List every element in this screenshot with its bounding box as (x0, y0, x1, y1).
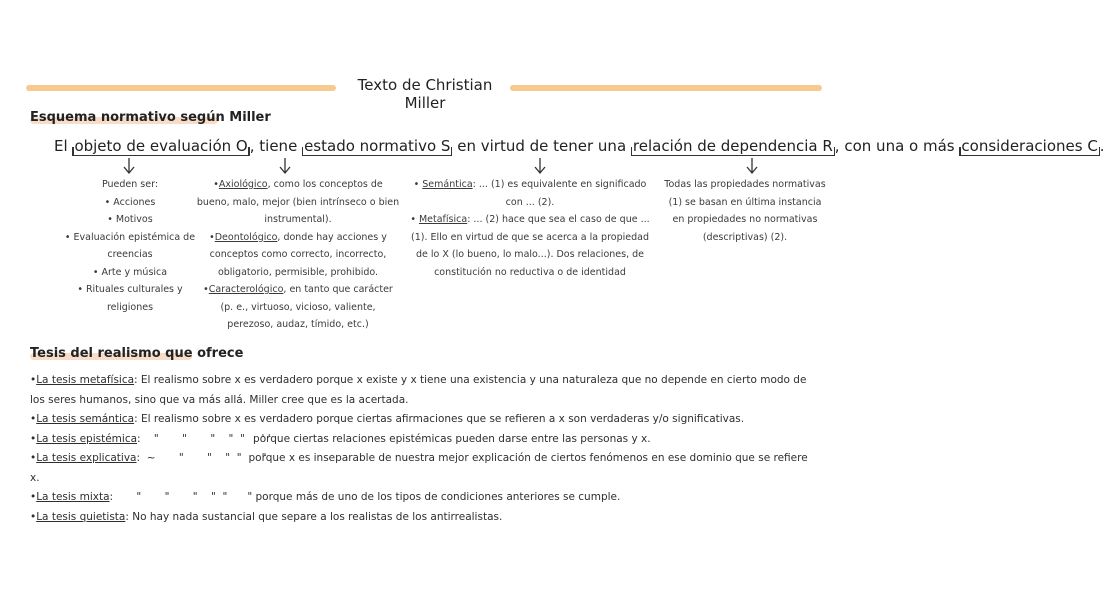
list-item: •Caracterológico, en tanto que carácter (p. e., virtuoso, vicioso, valiente, perezoso, audaz, tímido, etc.) (203, 284, 393, 330)
bracket-relacion: relación de dependencia R (632, 137, 833, 155)
section-heading-tesis: Tesis del realismo que ofrece (30, 346, 244, 361)
list-item: • Rituales culturales y religiones (77, 284, 183, 313)
list-item: • Arte y música (92, 266, 168, 278)
list-item: • Semántica: ... (1) es equivalente en significado con ... (2). (413, 179, 647, 208)
arrow-down-icon (279, 158, 291, 174)
title-underline-right (510, 85, 822, 91)
list-item: •La tesis quietista: No hay nada sustancial que separe a los realistas de los antirrealistas. (30, 510, 503, 523)
column-estado (196, 176, 400, 334)
title-underline-left (26, 85, 336, 91)
list-item: •Axiológico, como los conceptos de bueno, malo, mejor (bien intrínseco o bien instrumental). (196, 179, 400, 225)
arrow-down-icon (123, 158, 135, 174)
list-item: •La tesis semántica: El realismo sobre x es verdadero porque ciertas afirmaciones que se refieren a x son verdaderas y/o significativas. (30, 413, 745, 425)
list-item: • Evaluación epistémica de creencias (64, 231, 196, 260)
list-item: •La tesis metafísica: El realismo sobre x es verdadero porque x existe y x tiene una existencia y una naturaleza que no depende en cierto modo de los seres humanos, sino que va más allá. Miller cree que es la acertada. (30, 374, 807, 406)
section-heading-esquema: Esquema normativo según Miller (30, 110, 271, 125)
list-item: • Metafísica: ... (2) hace que sea el caso de que ... (1). Ello en virtud de que se acerca a la propiedad de lo X (lo bueno, lo malo...). Dos relaciones, de constitución no reductiva o de identidad (410, 214, 650, 278)
arrow-down-icon (534, 158, 546, 174)
tesis-list (30, 371, 820, 527)
schema-sentence: El objeto de evaluación O , tiene estado normativo S en virtud de tener una relación de dependencia R , con una o más consideraciones C . (54, 137, 1105, 155)
list-item: •La tesis epistémica: " " " " " ' 'porque ciertas relaciones epistémicas pueden darse entre las personas y x. (30, 432, 651, 445)
column-relacion (408, 176, 652, 281)
page-title: Texto de Christian Miller (357, 76, 493, 112)
list-item: • Motivos (107, 214, 153, 225)
bracket-consideraciones: consideraciones C (961, 137, 1098, 155)
list-item: • Acciones (104, 196, 156, 208)
title-banner (26, 76, 822, 112)
bracket-estado: estado normativo S (304, 137, 451, 155)
list-item: •La tesis explicativa: ~ " " " " "porque x es inseparable de nuestra mejor explicación de ciertos fenómenos en ese dominio que se refiere x. (30, 452, 808, 484)
bracket-objeto: objeto de evaluación O (74, 137, 248, 155)
column-objeto: Pueden ser: • Acciones • Motivos • Evaluación epistémica de creencias • Arte y música • Rituales culturales y religiones (64, 176, 196, 316)
list-item: •Deontológico, donde hay acciones y conceptos como correcto, incorrecto, obligatorio, permisible, prohibido. (209, 231, 387, 278)
arrow-down-icon (746, 158, 758, 174)
list-item: •La tesis mixta: " " " " " " porque más de uno de los tipos de condiciones anteriores se cumple. (30, 491, 621, 503)
column-consideraciones: Todas las propiedades normativas (1) se basan en última instancia en propiedades no normativas (descriptivas) (2). (664, 179, 826, 243)
